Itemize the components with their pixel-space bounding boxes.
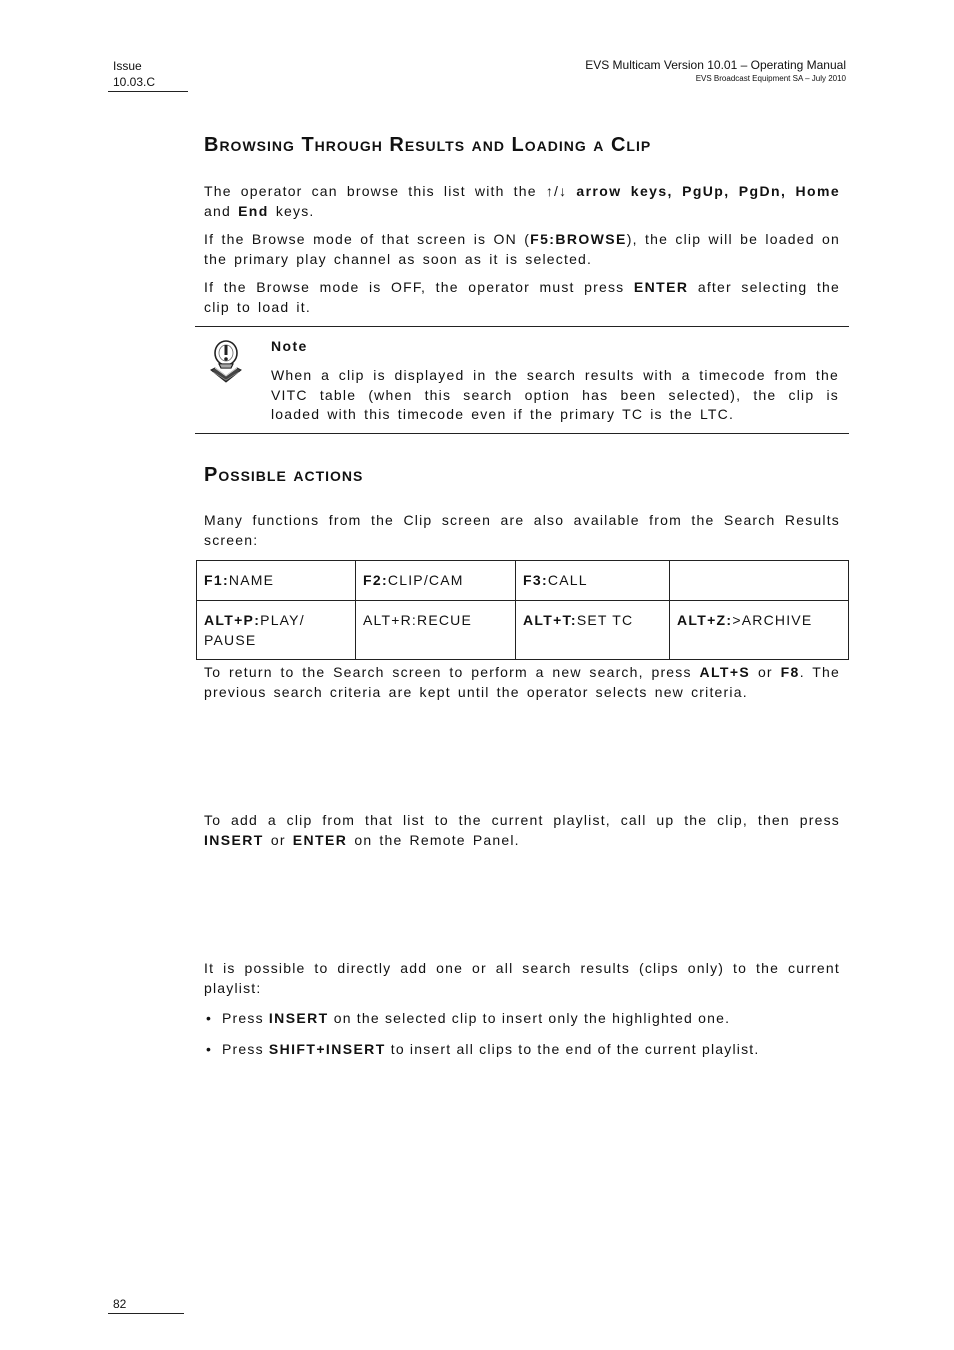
paragraph-direct-add: It is possible to directly add one or all search results (clips only) to the current playlist: bbox=[204, 960, 840, 996]
text: ), the clip will be loaded on the primary play channel as soon as it is selected. bbox=[204, 231, 840, 267]
header-rule bbox=[108, 91, 188, 92]
text: to insert all clips to the end of the current playlist. bbox=[390, 1041, 760, 1057]
function-label: CLIP/CAM bbox=[387, 572, 464, 588]
note-bulb-icon bbox=[206, 338, 246, 384]
table-row bbox=[197, 601, 849, 660]
text: . The previous search criteria are kept until the operator selects new criteria. bbox=[204, 664, 841, 700]
arrow-keys-symbol: ↑/↓ bbox=[545, 183, 568, 199]
key-label: F3: bbox=[523, 572, 548, 588]
text: The operator can browse this list with the bbox=[204, 183, 537, 199]
table-cell bbox=[356, 601, 516, 660]
f5-browse-key: F5:BROWSE bbox=[530, 231, 627, 247]
function-label: SET TC bbox=[576, 612, 634, 628]
text: To add a clip from that list to the current playlist, call up the clip, then press bbox=[204, 812, 840, 828]
note-title: Note bbox=[271, 338, 308, 354]
text: on the Remote Panel. bbox=[354, 831, 520, 848]
insert-key: INSERT bbox=[268, 1010, 329, 1026]
company-line: EVS Broadcast Equipment SA – July 2010 bbox=[695, 74, 846, 83]
table-cell bbox=[516, 601, 670, 660]
table-cell bbox=[197, 601, 356, 660]
key-label: F1: bbox=[204, 572, 229, 588]
issue-block bbox=[113, 58, 155, 90]
header-right bbox=[585, 58, 846, 84]
table-row bbox=[197, 561, 849, 601]
text: If the Browse mode is OFF, the operator must press bbox=[204, 279, 625, 295]
function-label: PLAY/ PAUSE bbox=[204, 612, 305, 648]
bullet-marker: • bbox=[206, 1010, 211, 1026]
function-keys-table bbox=[196, 560, 849, 660]
f8-key: F8 bbox=[780, 664, 800, 680]
text: or bbox=[757, 664, 773, 680]
end-key: End bbox=[238, 202, 269, 219]
paragraph-intro: Many functions from the Clip screen are also available from the Search Results screen: bbox=[204, 512, 840, 548]
text: Press bbox=[222, 1010, 264, 1026]
key-label: ALT+T: bbox=[523, 612, 577, 628]
function-label: >ARCHIVE bbox=[732, 612, 813, 628]
table-cell bbox=[670, 561, 849, 601]
table-cell bbox=[516, 561, 670, 601]
text: on the selected clip to insert only the highlighted one. bbox=[333, 1010, 731, 1026]
text: If the Browse mode of that screen is ON ( bbox=[204, 231, 531, 247]
enter-key: ENTER bbox=[292, 831, 348, 848]
paragraph-browse-off bbox=[204, 278, 840, 317]
paragraph-browse bbox=[204, 182, 840, 221]
section-heading-browsing: Browsing Through Results and Loading a Clip bbox=[204, 134, 652, 156]
text: keys. bbox=[275, 202, 315, 219]
function-label: NAME bbox=[228, 572, 275, 588]
note-bottom-rule bbox=[195, 433, 849, 434]
shift-insert-key: SHIFT+INSERT bbox=[268, 1041, 386, 1057]
note-top-rule bbox=[195, 326, 849, 327]
table-cell bbox=[670, 601, 849, 660]
insert-key: INSERT bbox=[204, 831, 264, 848]
manual-title: EVS Multicam Version 10.01 – Operating Manual bbox=[585, 58, 846, 72]
function-label: ALT+R:RECUE bbox=[363, 612, 473, 628]
paragraph-add-clip bbox=[204, 811, 840, 850]
key-label: ALT+P: bbox=[204, 612, 261, 628]
enter-key: ENTER bbox=[633, 279, 689, 295]
table-cell bbox=[356, 561, 516, 601]
text: after selecting the clip to load it. bbox=[204, 279, 840, 315]
text: and bbox=[204, 202, 231, 219]
paragraph-browse-on bbox=[204, 230, 840, 269]
alt-s-key: ALT+S bbox=[699, 664, 751, 680]
text: Press bbox=[222, 1041, 264, 1057]
text: or bbox=[270, 831, 286, 848]
function-label: CALL bbox=[547, 572, 588, 588]
text: To return to the Search screen to perform a new search, press bbox=[204, 664, 692, 680]
issue-number: 10.03.C bbox=[113, 75, 156, 89]
keys-bold: arrow keys, PgUp, PgDn, Home bbox=[576, 183, 841, 199]
section-heading-possible-actions: Possible actions bbox=[204, 464, 364, 486]
key-label: F2: bbox=[363, 572, 388, 588]
list-item bbox=[222, 1040, 759, 1060]
key-label: ALT+Z: bbox=[677, 612, 733, 628]
note-text: When a clip is displayed in the search results with a timecode from the VITC table (when this search option has been selected), the clip is loaded with this timecode even if the primary TC is the LTC. bbox=[271, 367, 839, 422]
paragraph-return bbox=[204, 663, 840, 702]
page-number: 82 bbox=[113, 1297, 127, 1311]
footer-rule bbox=[108, 1313, 184, 1314]
table-cell bbox=[197, 561, 356, 601]
list-item bbox=[222, 1009, 730, 1029]
bullet-marker: • bbox=[206, 1041, 211, 1057]
issue-label: Issue bbox=[113, 59, 142, 73]
